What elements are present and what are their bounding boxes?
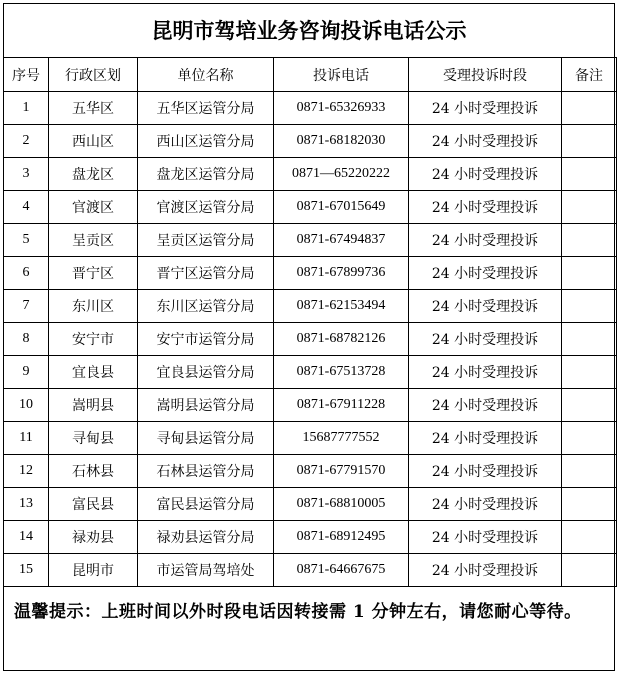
cell-no: 11 xyxy=(4,422,49,455)
cell-unit: 石林县运管分局 xyxy=(138,455,274,488)
cell-unit: 寻甸县运管分局 xyxy=(138,422,274,455)
cell-phone: 0871-67899736 xyxy=(274,257,409,290)
cell-phone: 0871-64667675 xyxy=(274,554,409,587)
cell-note xyxy=(562,92,617,125)
table-row xyxy=(4,323,617,356)
table-row xyxy=(4,257,617,290)
cell-hours: 24 小时受理投诉 xyxy=(409,389,562,422)
cell-hours: 24 小时受理投诉 xyxy=(409,290,562,323)
cell-phone: 0871-65326933 xyxy=(274,92,409,125)
cell-unit: 西山区运管分局 xyxy=(138,125,274,158)
cell-phone: 0871-68912495 xyxy=(274,521,409,554)
cell-hours: 24 小时受理投诉 xyxy=(409,257,562,290)
cell-phone: 0871-68182030 xyxy=(274,125,409,158)
table-row xyxy=(4,488,617,521)
cell-hours: 24 小时受理投诉 xyxy=(409,554,562,587)
cell-no: 7 xyxy=(4,290,49,323)
cell-no: 13 xyxy=(4,488,49,521)
cell-note xyxy=(562,290,617,323)
cell-unit: 嵩明县运管分局 xyxy=(138,389,274,422)
cell-no: 8 xyxy=(4,323,49,356)
table-row xyxy=(4,356,617,389)
cell-phone: 0871-67791570 xyxy=(274,455,409,488)
cell-phone: 0871-67513728 xyxy=(274,356,409,389)
table-row xyxy=(4,422,617,455)
table-header-row xyxy=(4,58,617,92)
header-phone: 投诉电话 xyxy=(274,58,409,92)
cell-no: 4 xyxy=(4,191,49,224)
cell-hours: 24 小时受理投诉 xyxy=(409,191,562,224)
table-row xyxy=(4,224,617,257)
header-hours: 受理投诉时段 xyxy=(409,58,562,92)
cell-phone: 0871-67494837 xyxy=(274,224,409,257)
cell-note xyxy=(562,257,617,290)
cell-note xyxy=(562,224,617,257)
cell-hours: 24 小时受理投诉 xyxy=(409,455,562,488)
table-row xyxy=(4,554,617,587)
cell-no: 3 xyxy=(4,158,49,191)
cell-note xyxy=(562,356,617,389)
cell-hours: 24 小时受理投诉 xyxy=(409,92,562,125)
cell-district: 西山区 xyxy=(49,125,138,158)
cell-no: 6 xyxy=(4,257,49,290)
cell-district: 寻甸县 xyxy=(49,422,138,455)
cell-district: 盘龙区 xyxy=(49,158,138,191)
table-row xyxy=(4,158,617,191)
table-row xyxy=(4,455,617,488)
cell-unit: 市运管局驾培处 xyxy=(138,554,274,587)
cell-no: 2 xyxy=(4,125,49,158)
cell-note xyxy=(562,191,617,224)
cell-note xyxy=(562,554,617,587)
cell-district: 石林县 xyxy=(49,455,138,488)
cell-note xyxy=(562,521,617,554)
cell-note xyxy=(562,323,617,356)
header-no: 序号 xyxy=(4,58,49,92)
cell-note xyxy=(562,125,617,158)
table-row xyxy=(4,389,617,422)
cell-unit: 安宁市运管分局 xyxy=(138,323,274,356)
cell-unit: 禄劝县运管分局 xyxy=(138,521,274,554)
table-row xyxy=(4,125,617,158)
complaint-phone-table xyxy=(3,57,617,587)
cell-hours: 24 小时受理投诉 xyxy=(409,356,562,389)
cell-district: 昆明市 xyxy=(49,554,138,587)
cell-no: 1 xyxy=(4,92,49,125)
table-row xyxy=(4,290,617,323)
cell-district: 宜良县 xyxy=(49,356,138,389)
cell-note xyxy=(562,455,617,488)
cell-hours: 24 小时受理投诉 xyxy=(409,521,562,554)
cell-phone: 15687777552 xyxy=(274,422,409,455)
table-row xyxy=(4,521,617,554)
cell-note xyxy=(562,389,617,422)
cell-unit: 晋宁区运管分局 xyxy=(138,257,274,290)
header-note: 备注 xyxy=(562,58,617,92)
cell-no: 12 xyxy=(4,455,49,488)
table-row xyxy=(4,92,617,125)
cell-phone: 0871-67911228 xyxy=(274,389,409,422)
header-district: 行政区划 xyxy=(49,58,138,92)
cell-phone: 0871-68782126 xyxy=(274,323,409,356)
reminder-notice: 温馨提示：上班时间以外时段电话因转接需 1 分钟左右，请您耐心等待。 xyxy=(14,602,582,622)
cell-district: 禄劝县 xyxy=(49,521,138,554)
cell-district: 安宁市 xyxy=(49,323,138,356)
cell-unit: 盘龙区运管分局 xyxy=(138,158,274,191)
cell-unit: 宜良县运管分局 xyxy=(138,356,274,389)
cell-hours: 24 小时受理投诉 xyxy=(409,323,562,356)
cell-district: 五华区 xyxy=(49,92,138,125)
cell-hours: 24 小时受理投诉 xyxy=(409,158,562,191)
cell-phone: 0871—65220222 xyxy=(274,158,409,191)
cell-phone: 0871-68810005 xyxy=(274,488,409,521)
cell-no: 14 xyxy=(4,521,49,554)
cell-district: 东川区 xyxy=(49,290,138,323)
cell-unit: 富民县运管分局 xyxy=(138,488,274,521)
cell-unit: 官渡区运管分局 xyxy=(138,191,274,224)
cell-unit: 呈贡区运管分局 xyxy=(138,224,274,257)
table-row xyxy=(4,191,617,224)
header-unit: 单位名称 xyxy=(138,58,274,92)
cell-unit: 五华区运管分局 xyxy=(138,92,274,125)
cell-phone: 0871-67015649 xyxy=(274,191,409,224)
cell-no: 10 xyxy=(4,389,49,422)
cell-no: 9 xyxy=(4,356,49,389)
cell-unit: 东川区运管分局 xyxy=(138,290,274,323)
cell-note xyxy=(562,158,617,191)
cell-district: 官渡区 xyxy=(49,191,138,224)
cell-district: 呈贡区 xyxy=(49,224,138,257)
cell-hours: 24 小时受理投诉 xyxy=(409,125,562,158)
page-title: 昆明市驾培业务咨询投诉电话公示 xyxy=(151,18,467,43)
cell-no: 5 xyxy=(4,224,49,257)
cell-phone: 0871-62153494 xyxy=(274,290,409,323)
cell-no: 15 xyxy=(4,554,49,587)
cell-district: 富民县 xyxy=(49,488,138,521)
cell-hours: 24 小时受理投诉 xyxy=(409,224,562,257)
cell-hours: 24 小时受理投诉 xyxy=(409,422,562,455)
cell-district: 嵩明县 xyxy=(49,389,138,422)
cell-hours: 24 小时受理投诉 xyxy=(409,488,562,521)
cell-note xyxy=(562,488,617,521)
cell-district: 晋宁区 xyxy=(49,257,138,290)
cell-note xyxy=(562,422,617,455)
